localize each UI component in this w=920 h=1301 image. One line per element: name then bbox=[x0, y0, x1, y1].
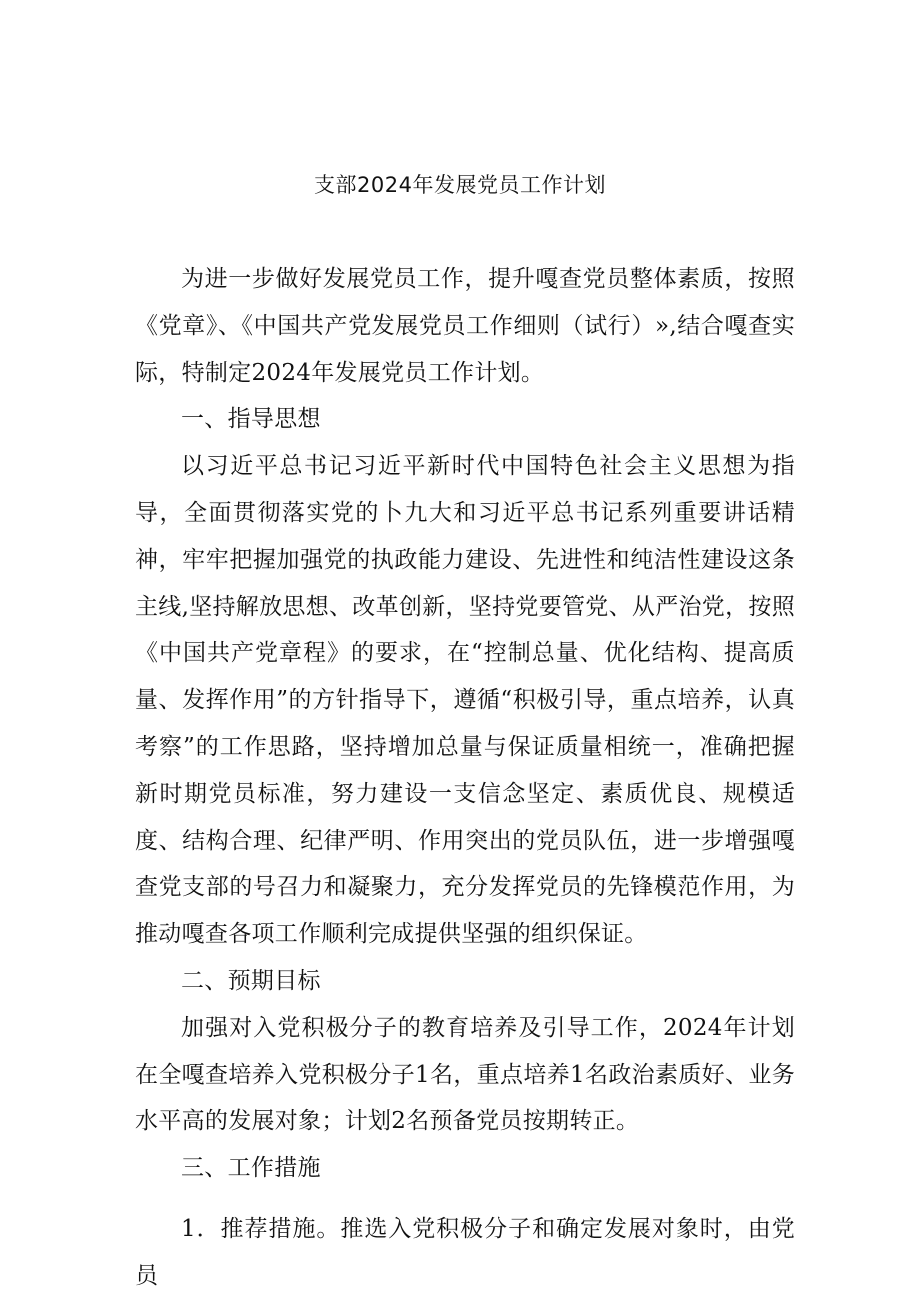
section-spacer bbox=[135, 1192, 795, 1206]
expected-goals-paragraph: 加强对入党积极分子的教育培养及引导工作，2024年计划在全嘎查培养入党积极分子1名，重点培养1名政治素质好、业务水平高的发展对象；计划2名预备党员按期转正。 bbox=[135, 1014, 795, 1135]
guiding-ideology-paragraph: 以习近平总书记习近平新时代中国特色社会主义思想为指导，全面贯彻落实党的卜九大和习近平总书记系列重要讲话精神，牢牢把握加强党的执政能力建设、先进性和纯洁性建设这条主线,坚持解放思想、改革创新，坚持党要管党、从严治党，按照《中国共产党章程》的要求，在“控制总量、优化结构、提高质量、发挥作用”的方针指导下，遵循“积极引导，重点培养，认真考察”的工作思路，坚持增加总量与保证质量相统一，准确把握新时期党员标准，努力建设一支信念坚定、素质优良、规模适度、结构合理、纪律严明、作用突出的党员队伍，进一步增强嘎查党支部的号召力和凝聚力，充分发挥党员的先锋模范作用，为推动嘎查各项工作顺利完成提供坚强的组织保证。 bbox=[135, 453, 796, 948]
intro-paragraph: 为进一步做好发展党员工作，提升嘎查党员整体素质，按照《党章》、《中国共产党发展党员工作细则（试行）»,结合嘎查实际，特制定2024年发展党员工作计划。 bbox=[135, 266, 795, 386]
section-heading-work-measures: 三、工作措施 bbox=[181, 1155, 321, 1182]
section-heading-guiding-ideology: 一、指导思想 bbox=[181, 406, 321, 433]
section-heading-expected-goals: 二、预期目标 bbox=[181, 967, 321, 994]
work-measures-paragraph: 1．推荐措施。推选入党积极分子和确定发展对象时，由党员 bbox=[135, 1215, 795, 1289]
document-title: 支部2024年发展党员工作计划 bbox=[314, 173, 606, 197]
document-body bbox=[135, 256, 795, 1300]
